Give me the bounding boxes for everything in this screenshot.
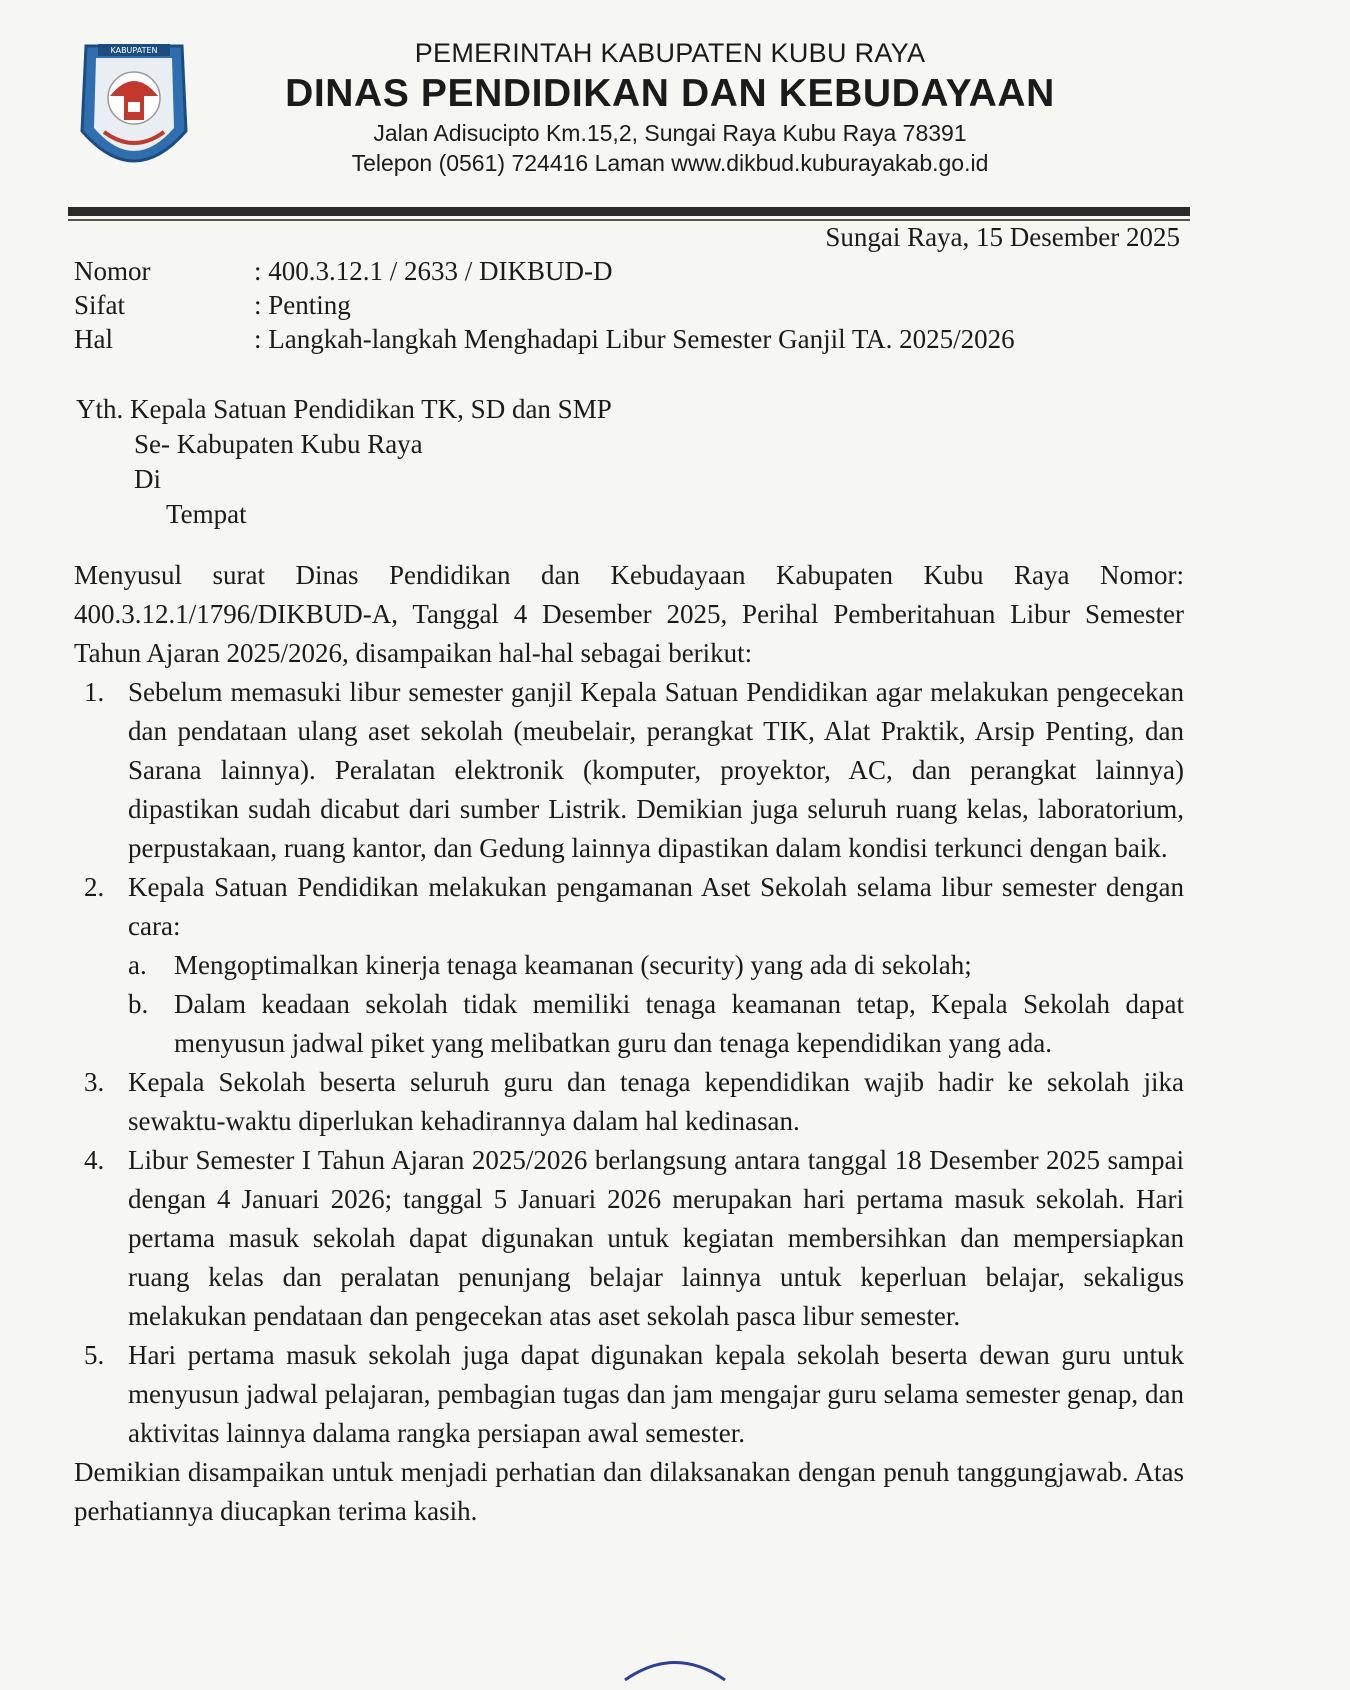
recipient-block <box>76 392 612 532</box>
meta-row-subject <box>74 322 1015 356</box>
list-number: 4. <box>84 1145 105 1175</box>
sub-list <box>128 946 1184 1063</box>
letter-meta <box>74 254 1015 356</box>
letterhead-divider-thick <box>68 207 1190 216</box>
intro-paragraph: Menyusul surat Dinas Pendidikan dan Kebudayaan Kabupaten Kubu Raya Nomor: 400.3.12.1/1796/DIKBUD-A, Tanggal 4 Desember 2025, Perihal Pemberitahuan Libur Semester Tahun Ajaran 2025/2026, disampaikan hal-hal sebagai berikut: <box>74 560 1184 668</box>
department-name: DINAS PENDIDIKAN DAN KEBUDAYAAN <box>285 72 1055 115</box>
points-list <box>74 673 1184 1453</box>
list-text: Sebelum memasuki libur semester ganjil Kepala Satuan Pendidikan agar melakukan pengecekan dan pendataan ulang aset sekolah (meubelair, perangkat TIK, Alat Praktik, Arsip Penting, dan Sarana lainnya). Peralatan elektronik (komputer, proyektor, AC, dan perangkat lainnya) dipastikan sudah dicabut dari sumber Listrik. Demikian juga seluruh ruang kelas, laboratorium, perpustakaan, ruang kantor, dan Gedung lainnya dipastikan dalam kondisi terkunci dengan baik. <box>128 677 1184 863</box>
letterhead-divider-thin <box>68 219 1190 221</box>
list-item <box>74 673 1184 868</box>
stamp-edge <box>620 1650 730 1690</box>
government-name: PEMERINTAH KABUPATEN KUBU RAYA <box>414 38 926 68</box>
sub-list-letter: a. <box>128 950 147 980</box>
list-item <box>74 1336 1184 1453</box>
meta-value: : Langkah-langkah Menghadapi Libur Semester Ganjil TA. 2025/2026 <box>254 324 1015 354</box>
meta-row-nature <box>74 288 1015 322</box>
regency-logo <box>76 36 192 186</box>
list-text: Hari pertama masuk sekolah juga dapat digunakan kepala sekolah beserta dewan guru untuk menyusun jadwal pelajaran, pembagian tugas dan jam mengajar guru selama semester genap, dan aktivitas lainnya dalama rangka persiapan awal semester. <box>128 1340 1184 1448</box>
sub-list-text: Mengoptimalkan kinerja tenaga keamanan (security) yang ada di sekolah; <box>174 950 972 980</box>
meta-value: : 400.3.12.1 / 2633 / DIKBUD-D <box>254 256 613 286</box>
meta-label: Nomor <box>74 256 151 286</box>
sub-list-letter: b. <box>128 989 149 1019</box>
address: Jalan Adisucipto Km.15,2, Sungai Raya Kubu Raya 78391 <box>373 120 967 146</box>
recipient-line: Tempat <box>166 499 247 529</box>
list-item <box>74 1063 1184 1141</box>
list-text: Libur Semester I Tahun Ajaran 2025/2026 berlangsung antara tanggal 18 Desember 2025 sampai dengan 4 Januari 2026; tanggal 5 Januari 2026 merupakan hari pertama masuk sekolah. Hari pertama masuk sekolah dapat digunakan untuk kegiatan membersihkan dan mempersiapkan ruang kelas dan peralatan penunjang belajar lainnya untuk keperluan belajar, sekaligus melakukan pendataan dan pengecekan atas aset sekolah pasca libur semester. <box>128 1145 1184 1331</box>
list-text: Kepala Sekolah beserta seluruh guru dan tenaga kependidikan wajib hadir ke sekolah jika sewaktu-waktu diperlukan kehadirannya dalam hal kedinasan. <box>128 1067 1184 1136</box>
list-number: 5. <box>84 1340 105 1370</box>
sub-list-item <box>128 985 1184 1063</box>
recipient-line: Di <box>134 464 161 494</box>
meta-row-number <box>74 254 1015 288</box>
recipient-line: Yth. Kepala Satuan Pendidikan TK, SD dan SMP <box>76 394 612 424</box>
list-number: 1. <box>84 677 105 707</box>
letter-date: Sungai Raya, 15 Desember 2025 <box>825 222 1180 252</box>
list-number: 3. <box>84 1067 105 1097</box>
contact-info: Telepon (0561) 724416 Laman www.dikbud.kuburayakab.go.id <box>351 150 989 176</box>
letter-body <box>74 556 1184 1531</box>
sub-list-text: Dalam keadaan sekolah tidak memiliki tenaga keamanan tetap, Kepala Sekolah dapat menyusun jadwal piket yang melibatkan guru dan tenaga kependidikan yang ada. <box>174 989 1184 1058</box>
meta-label: Sifat <box>74 290 125 320</box>
list-item <box>74 1141 1184 1336</box>
recipient-line: Se- Kabupaten Kubu Raya <box>134 429 423 459</box>
closing-paragraph: Demikian disampaikan untuk menjadi perhatian dan dilaksanakan dengan penuh tanggungjawab. Atas perhatiannya diucapkan terima kasih. <box>74 1457 1184 1526</box>
meta-value: : Penting <box>254 290 351 320</box>
list-item <box>74 868 1184 1063</box>
sub-list-item <box>128 946 1184 985</box>
logo-lettering: KABUPATEN <box>110 46 158 55</box>
letterhead <box>0 0 1350 215</box>
meta-label: Hal <box>74 324 113 354</box>
list-number: 2. <box>84 872 105 902</box>
list-text: Kepala Satuan Pendidikan melakukan pengamanan Aset Sekolah selama libur semester dengan cara: <box>128 872 1184 941</box>
